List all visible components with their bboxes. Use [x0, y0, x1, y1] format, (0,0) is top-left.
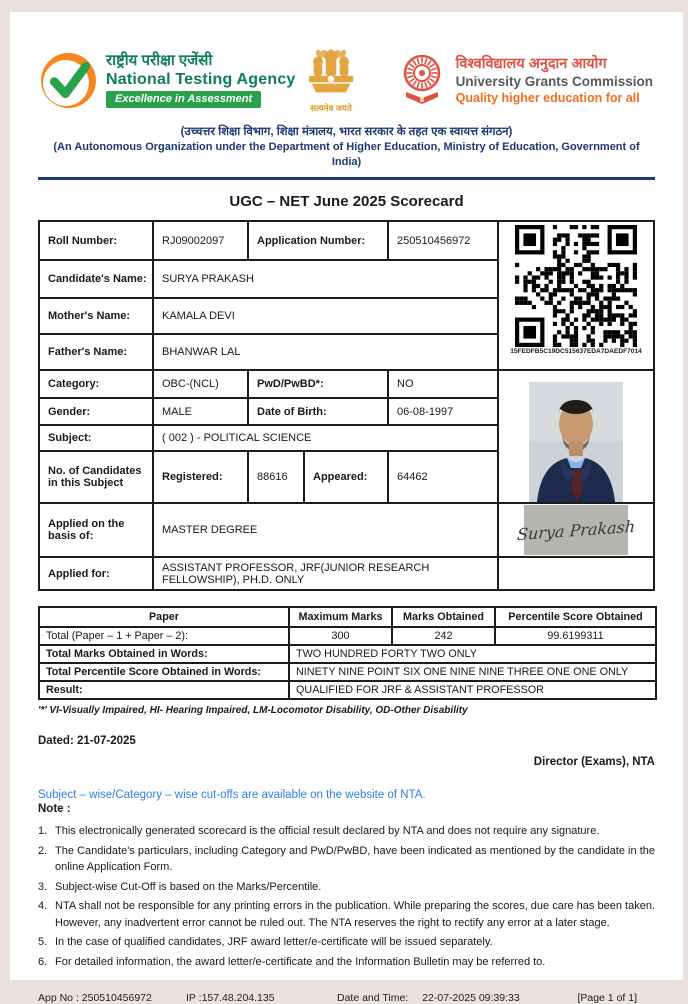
dated-text: Dated: 21-07-2025: [38, 735, 136, 747]
dob-value: 06-08-1997: [388, 398, 498, 425]
gender-value: MALE: [153, 398, 248, 425]
table-row: [39, 425, 498, 451]
nta-hindi-title: राष्ट्रीय परीक्षा एजेंसी: [106, 52, 213, 69]
org-line-hindi: (उच्चत्तर शिक्षा विभाग, शिक्षा मंत्रालय, भारत सरकार के तहत एक स्वायत्त संगठन): [180, 126, 513, 138]
maximum-marks-value: 300: [289, 627, 392, 645]
roll-number-label: Roll Number:: [39, 221, 153, 260]
registered-label: Registered:: [153, 451, 248, 503]
ugc-logo-block: [397, 52, 653, 109]
candidate-signature: [516, 505, 636, 555]
footer: [38, 992, 655, 1004]
photo-qr-column: [497, 220, 655, 591]
application-number-value: 250510456972: [388, 221, 498, 260]
header: [38, 46, 655, 114]
note-item: NTA shall not be responsible for any printing errors in the publication. While preparing the scores, due care has been taken. However, any inadvertent error cannot be ruled out. The NTA reserves the right to rectify any error at a later stage.: [55, 900, 655, 929]
subject-label: Subject:: [39, 425, 153, 451]
qr-code: [515, 225, 637, 347]
table-row: [39, 298, 498, 334]
candidate-photo: [499, 371, 653, 504]
ugc-tagline: Quality higher education for all: [455, 90, 640, 105]
appeared-value: 64462: [388, 451, 498, 503]
score-table: [38, 606, 657, 700]
applied-basis-value: MASTER DEGREE: [153, 503, 498, 557]
result-label: Result:: [39, 681, 289, 699]
score-header-percentile: Percentile Score Obtained: [495, 607, 656, 627]
pwd-value: NO: [388, 370, 498, 398]
nta-logo-icon: [40, 52, 97, 109]
footer-page-indicator: [Page 1 of 1]: [577, 992, 637, 1004]
table-row: [39, 334, 498, 370]
note-item: Subject-wise Cut-Off is based on the Marks/Percentile.: [55, 880, 322, 893]
application-number-label: Application Number:: [248, 221, 388, 260]
org-line-english: (An Autonomous Organization under the Department of Higher Education, Ministry of Education, Government of India): [53, 141, 640, 168]
candidate-info-section: [38, 220, 655, 591]
percentile-words-label: Total Percentile Score Obtained in Words:: [39, 663, 289, 681]
qr-hash-text: 15FEDFB5C19DC515637EDA7DAEDF7014: [510, 348, 642, 355]
candidate-name-label: Candidate's Name:: [39, 260, 153, 298]
table-row: [39, 681, 656, 699]
note-item: For detailed information, the award letter/e-certificate and the Information Bulletin may be referred to.: [55, 955, 546, 968]
table-row: [39, 557, 498, 590]
ugc-hindi-title: विश्वविद्यालय अनुदान आयोग: [455, 55, 607, 72]
footer-datetime-value: 22-07-2025 09:39:33: [422, 992, 520, 1004]
candidate-name-value: SURYA PRAKASH: [153, 260, 498, 298]
marks-words-label: Total Marks Obtained in Words:: [39, 645, 289, 663]
notes-list: [38, 823, 655, 970]
applied-for-value: ASSISTANT PROFESSOR, JRF(JUNIOR RESEARCH FELLOWSHIP), PH.D. ONLY: [153, 557, 498, 590]
result-value: QUALIFIED FOR JRF & ASSISTANT PROFESSOR: [289, 681, 656, 699]
scorecard-page: [10, 12, 683, 1004]
score-header-paper: Paper: [39, 607, 289, 627]
pwd-label: PwD/PwBD*:: [248, 370, 388, 398]
score-header-max-marks: Maximum Marks: [289, 607, 392, 627]
ugc-logo-icon: [397, 52, 447, 109]
footer-ip: IP :157.48.204.135: [186, 992, 275, 1004]
father-name-value: BHANWAR LAL: [153, 334, 498, 370]
mother-name-value: KAMALA DEVI: [153, 298, 498, 334]
nta-logo-block: [40, 52, 296, 109]
note-item: This electronically generated scorecard is the official result declared by NTA and does not require any signature.: [55, 825, 600, 837]
father-name-label: Father's Name:: [39, 334, 153, 370]
nta-tagline-banner: Excellence in Assessment: [106, 91, 261, 108]
footer-app-no: App No : 250510456972: [38, 992, 152, 1004]
applied-for-label: Applied for:: [39, 557, 153, 590]
total-row-label: Total (Paper – 1 + Paper – 2):: [39, 627, 289, 645]
ugc-english-title: University Grants Commission: [455, 73, 653, 89]
applied-basis-label: Applied on the basis of:: [39, 503, 153, 557]
table-row: [39, 645, 656, 663]
table-row: [39, 607, 656, 627]
registered-value: 88616: [248, 451, 304, 503]
page-title: UGC – NET June 2025 Scorecard: [229, 193, 464, 210]
appeared-label: Appeared:: [304, 451, 388, 503]
candidates-count-label: No. of Candidates in this Subject: [39, 451, 153, 503]
note-item: The Candidate's particulars, including Category and PwD/PwBD, have been indicated as mentioned by the candidate in the online Application Form.: [55, 844, 655, 873]
candidate-info-table: [38, 220, 499, 591]
table-row: [39, 451, 498, 503]
percentile-value: 99.6199311: [495, 627, 656, 645]
director-signatory: Director (Exams), NTA: [533, 756, 655, 768]
header-divider: [38, 177, 655, 180]
qr-cell: [499, 222, 653, 371]
table-row: [39, 398, 498, 425]
roll-number-value: RJ09002097: [153, 221, 248, 260]
table-row: [39, 221, 498, 260]
emblem-motto: सत्यमेव जयते: [310, 103, 352, 113]
signature-cell: [499, 504, 653, 558]
percentile-words-value: NINETY NINE POINT SIX ONE NINE NINE THREE ONE ONE ONLY: [289, 663, 656, 681]
score-header-marks-obtained: Marks Obtained: [392, 607, 495, 627]
table-row: [39, 627, 656, 645]
disability-footnote: '*' VI-Visually Impaired, HI- Hearing Impaired, LM-Locomotor Disability, OD-Other Disability: [38, 705, 468, 716]
category-value: OBC-(NCL): [153, 370, 248, 398]
marks-words-value: TWO HUNDRED FORTY TWO ONLY: [289, 645, 656, 663]
subject-value: ( 002 ) - POLITICAL SCIENCE: [153, 425, 498, 451]
note-item: In the case of qualified candidates, JRF award letter/e-certificate will be issued separately.: [55, 936, 493, 948]
table-row: [39, 503, 498, 557]
table-row: [39, 663, 656, 681]
note-heading: Note :: [38, 803, 71, 815]
category-label: Category:: [39, 370, 153, 398]
gender-label: Gender:: [39, 398, 153, 425]
nta-english-title: National Testing Agency: [106, 71, 296, 88]
ashoka-emblem-icon: [302, 46, 360, 102]
table-row: [39, 370, 498, 398]
mother-name-label: Mother's Name:: [39, 298, 153, 334]
footer-datetime-label: Date and Time:: [337, 992, 409, 1004]
dob-label: Date of Birth:: [248, 398, 388, 425]
empty-cell: [499, 558, 653, 589]
cutoff-link[interactable]: Subject – wise/Category – wise cut-offs are available on the website of NTA.: [38, 789, 426, 801]
signature-text: Surya Prakash: [516, 516, 636, 544]
marks-obtained-value: 242: [392, 627, 495, 645]
table-row: [39, 260, 498, 298]
